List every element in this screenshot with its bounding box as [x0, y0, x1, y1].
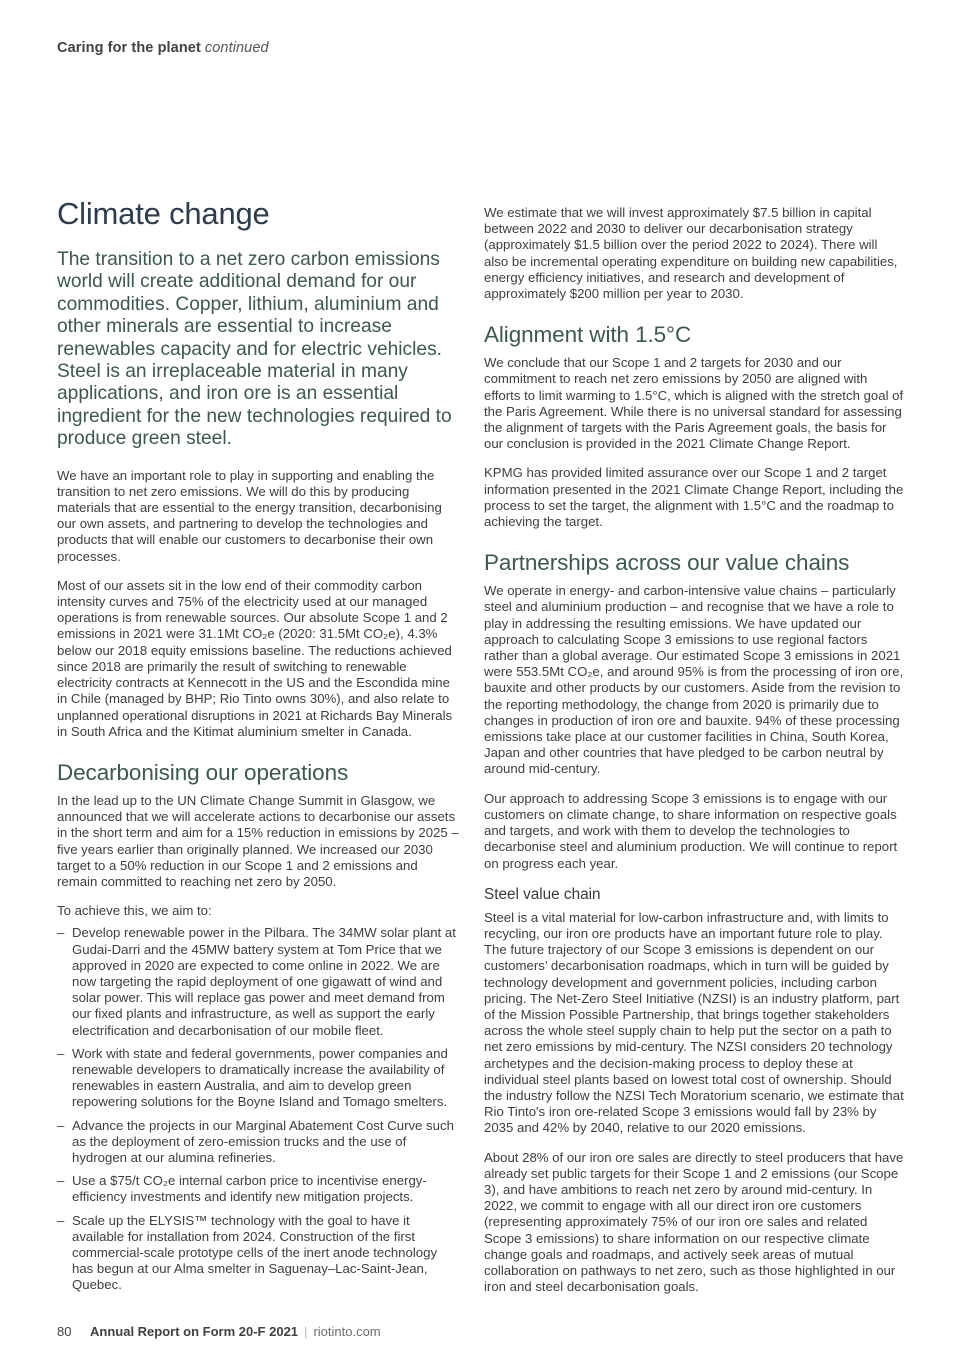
right-column [484, 197, 905, 1308]
page-footer [57, 1324, 381, 1339]
paragraph: We have an important role to play in supporting and enabling the transition to net zero emissions. We will do this by producing materials that are essential to the energy transition, decarbonising our own assets, and partnering to develop the technologies and products that will enable our customers to decarbonise their own processes. [57, 467, 442, 564]
running-header-title: Caring for the planet [57, 40, 201, 56]
section-heading-partnerships: Partnerships across our value chains [484, 550, 850, 576]
paragraph: We estimate that we will invest approximately $7.5 billion in capital between 2022 and 2030 to deliver our decarbonisation strategy (approximately $1.5 billion over the period 2022 to 2024). There will also be incremental operating expenditure on building new capabilities, energy efficiency initiatives, and research and development of approximately $200 million per year to 2030. [484, 205, 898, 302]
paragraph: KPMG has provided limited assurance over our Scope 1 and 2 target information presented in the 2021 Climate Change Report, including the process to set the target, the alignment with 1.5°C and the roadmap to achieving the target. [484, 465, 904, 530]
dash-bullet-icon: – [57, 1045, 65, 1061]
subsection-heading-steel: Steel value chain [484, 885, 601, 903]
page-number: 80 [57, 1324, 72, 1339]
list-item-text: Develop renewable power in the Pilbara. The 34MW solar plant at Gudai-Darri and the 45MW battery system at Tom Price that we approved in 2020 are expected to come online in 2022. We are now targeting the rapid deployment of one gigawatt of wind and solar power. This will replace gas power and meet demand from our fixed plants and infrastructure, as well as support the early electrification and decarbonisation of our mobile fleet. [72, 925, 456, 1038]
footer-website: riotinto.com [313, 1324, 381, 1339]
page-header [57, 40, 269, 56]
section-heading-alignment: Alignment with 1.5°C [484, 322, 692, 348]
list-item-text: Scale up the ELYSIS™ technology with the goal to have it available for installation from 2024. Construction of the first commercial-scale prototype cells of the inert anode technology has begun at our Alma smelter in Saguenay–Lac-Saint-Jean, Quebec. [72, 1212, 438, 1293]
article-title: Climate change [57, 196, 270, 231]
list-item-text: Work with state and federal governments, power companies and renewable developers to dramatically increase the availability of renewables in eastern Australia, and aim to develop green repowering solutions for the Boyne Island and Tomago smelters. [72, 1045, 448, 1110]
footer-report-title: Annual Report on Form 20-F 2021 [90, 1324, 299, 1339]
list-intro: To achieve this, we aim to: [57, 903, 212, 919]
dash-bullet-icon: – [57, 1212, 65, 1228]
paragraph: In the lead up to the UN Climate Change Summit in Glasgow, we announced that we will accelerate actions to decarbonise our assets in the short term and aim for a 15% reduction in emissions by 2025 – five years earlier than originally planned. We increased our 2030 target to a 50% reduction in our Scope 1 and 2 emissions and remain committed to reaching net zero by 2050. [57, 792, 459, 889]
aims-list [57, 925, 459, 1293]
left-column [57, 197, 459, 1308]
running-header-continued: continued [204, 40, 269, 56]
paragraph: We operate in energy- and carbon-intensive value chains – particularly steel and aluminium production – and recognise that we have a role to play in addressing the resulting emissions. We have updated our approach to calculating Scope 3 emissions to use regional factors rather than a global average. Our estimated Scope 3 emissions in 2021 were 553.5Mt CO₂e, and around 95% is from the processing of iron ore, bauxite and other products by our customers. Aside from the revision to the reporting methodology, the change from 2020 is primarily due to changes in production of iron ore and bauxite. 94% of these processing emissions take place at our customer facilities in China, South Korea, Japan and other countries that have pledged to be carbon neutral by around mid-century. [484, 583, 904, 777]
paragraph: We conclude that our Scope 1 and 2 targets for 2030 and our commitment to reach net zero emissions by 2050 are aligned with efforts to limit warming to 1.5°C, which is aligned with the stretch goal of the Paris Agreement. While there is no universal standard for assessing the alignment of targets with the Paris Agreement goals, the basis for our conclusion is provided in the 2021 Climate Change Report. [484, 355, 904, 452]
paragraph: About 28% of our iron ore sales are directly to steel producers that have already set public targets for their Scope 1 and 2 emissions (our Scope 3), and have ambitions to reach net zero by around mid-century. In 2022, we commit to engage with all our direct iron ore customers (representing approximately 75% of our iron ore sales and related Scope 3 emissions) to share information on our respective climate change goals and roadmaps, and actively seek areas of mutual collaboration on pathways to net zero, such as those highlighted in our iron and steel decarbonisation goals. [484, 1149, 904, 1295]
list-item-text: Use a $75/t CO₂e internal carbon price to incentivise energy-efficiency investments and identify new mitigation projects. [72, 1173, 427, 1205]
footer-separator: | [304, 1324, 308, 1339]
paragraph: Steel is a vital material for low-carbon infrastructure and, with limits to recycling, our iron ore products have an important future role to play. The future trajectory of our Scope 3 emissions is dependent on our customers’ decarbonisation roadmaps, which in turn will be guided by technology development and government policies, including carbon pricing. The Net-Zero Steel Initiative (NZSI) is an industry platform, part of the Mission Possible Partnership, that brings together stakeholders across the whole steel supply chain to help put the sector on a path to net zero emissions by mid-century. The NZSI considers 20 technology archetypes and the decision-making process to deploy these at individual steel plants based on lowest total cost of ownership. Should the industry follow the NZSI Tech Moratorium scenario, we estimate that Rio Tinto's iron ore-related Scope 3 emissions would fall by 23% by 2035 and 42% by 2040, relative to our 2020 emissions. [484, 909, 904, 1136]
list-item [57, 1213, 459, 1294]
list-item [57, 925, 459, 1038]
paragraph: Our approach to addressing Scope 3 emissions is to engage with our customers on climate change, to share information on respective goals and targets, and work with them to develop the technologies to decarbonise steel and aluminium production. We will continue to report on progress each year. [484, 790, 898, 871]
dash-bullet-icon: – [57, 1117, 65, 1133]
section-heading-decarbonising: Decarbonising our operations [57, 759, 349, 785]
paragraph: Most of our assets sit in the low end of their commodity carbon intensity curves and 75% of the electricity used at our managed operations is from renewable sources. Our absolute Scope 1 and 2 emissions in 2021 were 31.1Mt CO₂e (2020: 31.5Mt CO₂e), 4.3% below our 2018 equity emissions baseline. The reductions achieved since 2018 are primarily the result of switching to renewable electricity contracts at Kennecott in the US and the Escondida mine in Chile (managed by BHP; Rio Tinto owns 30%), and also relate to unplanned operational disruptions in 2021 at Richards Bay Minerals in South Africa and the Kitimat aluminium smelter in Canada. [57, 577, 453, 739]
list-item-text: Advance the projects in our Marginal Abatement Cost Curve such as the deployment of zero-emission trucks and the use of hydrogen at our alumina refineries. [72, 1117, 454, 1165]
two-column-layout [57, 197, 905, 1308]
list-item [57, 1118, 459, 1167]
dash-bullet-icon: – [57, 1173, 65, 1189]
dash-bullet-icon: – [57, 925, 65, 941]
list-item [57, 1173, 459, 1205]
lede-paragraph: The transition to a net zero carbon emissions world will create additional demand for our commodities. Copper, lithium, aluminium and other minerals are essential to increase renewables capacity and for electric vehicles. Steel is an irreplaceable material in many applications, and iron ore is an essential ingredient for the new technologies required to produce green steel. [57, 249, 452, 450]
list-item [57, 1046, 459, 1111]
